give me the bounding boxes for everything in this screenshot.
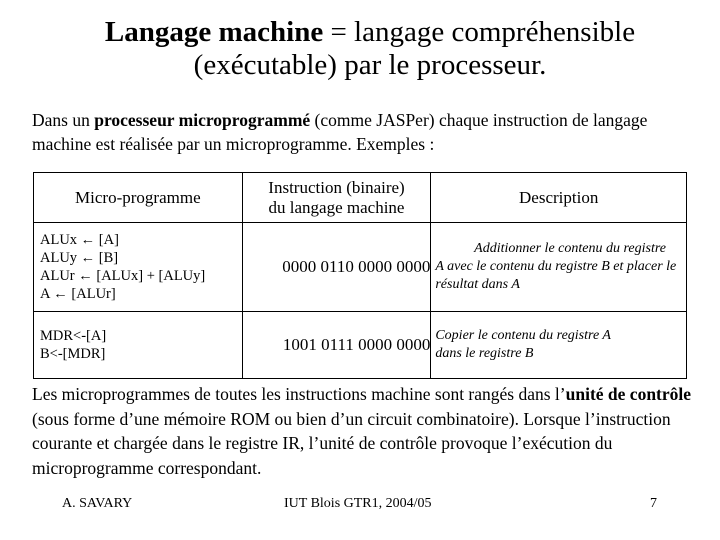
title-bold: Langage machine xyxy=(104,16,324,48)
intro-bold: processeur microprogrammé xyxy=(94,110,311,130)
header-description: Description xyxy=(431,173,687,223)
micro-line: A ← [ALUr] xyxy=(40,286,116,302)
footer-author: A. SAVARY xyxy=(62,496,133,511)
intro-text-1: Dans un xyxy=(32,110,95,130)
micro-line: ALUy ← [B] xyxy=(40,250,119,266)
binary-instruction: 0000 0110 0000 0000 xyxy=(242,223,431,312)
slide-title xyxy=(60,16,680,82)
microprogram-table xyxy=(33,172,687,379)
body-text-2: (sous forme d’une mémoire ROM ou bien d’un circuit combinatoire). Lorsque l’instruction courante et chargée dans le registre IR, l’unité de contrôle provoque l’exécution du microprogramme correspondant. xyxy=(32,408,671,478)
micro-line: B<-[MDR] xyxy=(40,346,106,362)
header-instruction-l2: du langage machine xyxy=(268,197,405,217)
micro-line: MDR<-[A] xyxy=(40,328,107,344)
table-row xyxy=(34,312,687,379)
body-text-1: Les microprogrammes de toutes les instructions machine sont rangés dans l’ xyxy=(32,384,566,404)
intro-paragraph xyxy=(32,108,692,156)
header-instruction-l1: Instruction (binaire) xyxy=(268,177,405,197)
control-unit-paragraph xyxy=(32,382,696,480)
page-number: 7 xyxy=(650,496,657,511)
footer-course: IUT Blois GTR1, 2004/05 xyxy=(284,496,432,511)
table-row xyxy=(34,223,687,312)
microprogram-cell xyxy=(34,223,243,312)
description-cell xyxy=(431,223,687,312)
description-rest: A avec le contenu du registre B et placer le résultat dans A xyxy=(435,259,677,292)
micro-line: ALUx ← [A] xyxy=(40,232,119,248)
header-microprogram: Micro-programme xyxy=(34,173,243,223)
body-bold: unité de contrôle xyxy=(565,384,692,404)
microprogram-cell xyxy=(34,312,243,379)
micro-line: ALUr ← [ALUx] + [ALUy] xyxy=(40,268,206,284)
description-cell xyxy=(431,312,687,379)
binary-instruction: 1001 0111 0000 0000 xyxy=(242,312,431,379)
header-instruction xyxy=(242,173,431,223)
description-rest: dans le registre B xyxy=(435,346,534,361)
title-line2: (exécutable) par le processeur. xyxy=(193,49,547,81)
table-header-row xyxy=(34,173,687,223)
description-line-1: Copier le contenu du registre A xyxy=(435,328,611,343)
description-line-1: Additionner le contenu du registre xyxy=(474,241,666,256)
title-rest: = langage compréhensible xyxy=(323,16,636,48)
intro-text-2: (comme JASPer) chaque instruction de langage machine est réalisée par un microprogramme. Exemples : xyxy=(32,110,648,154)
